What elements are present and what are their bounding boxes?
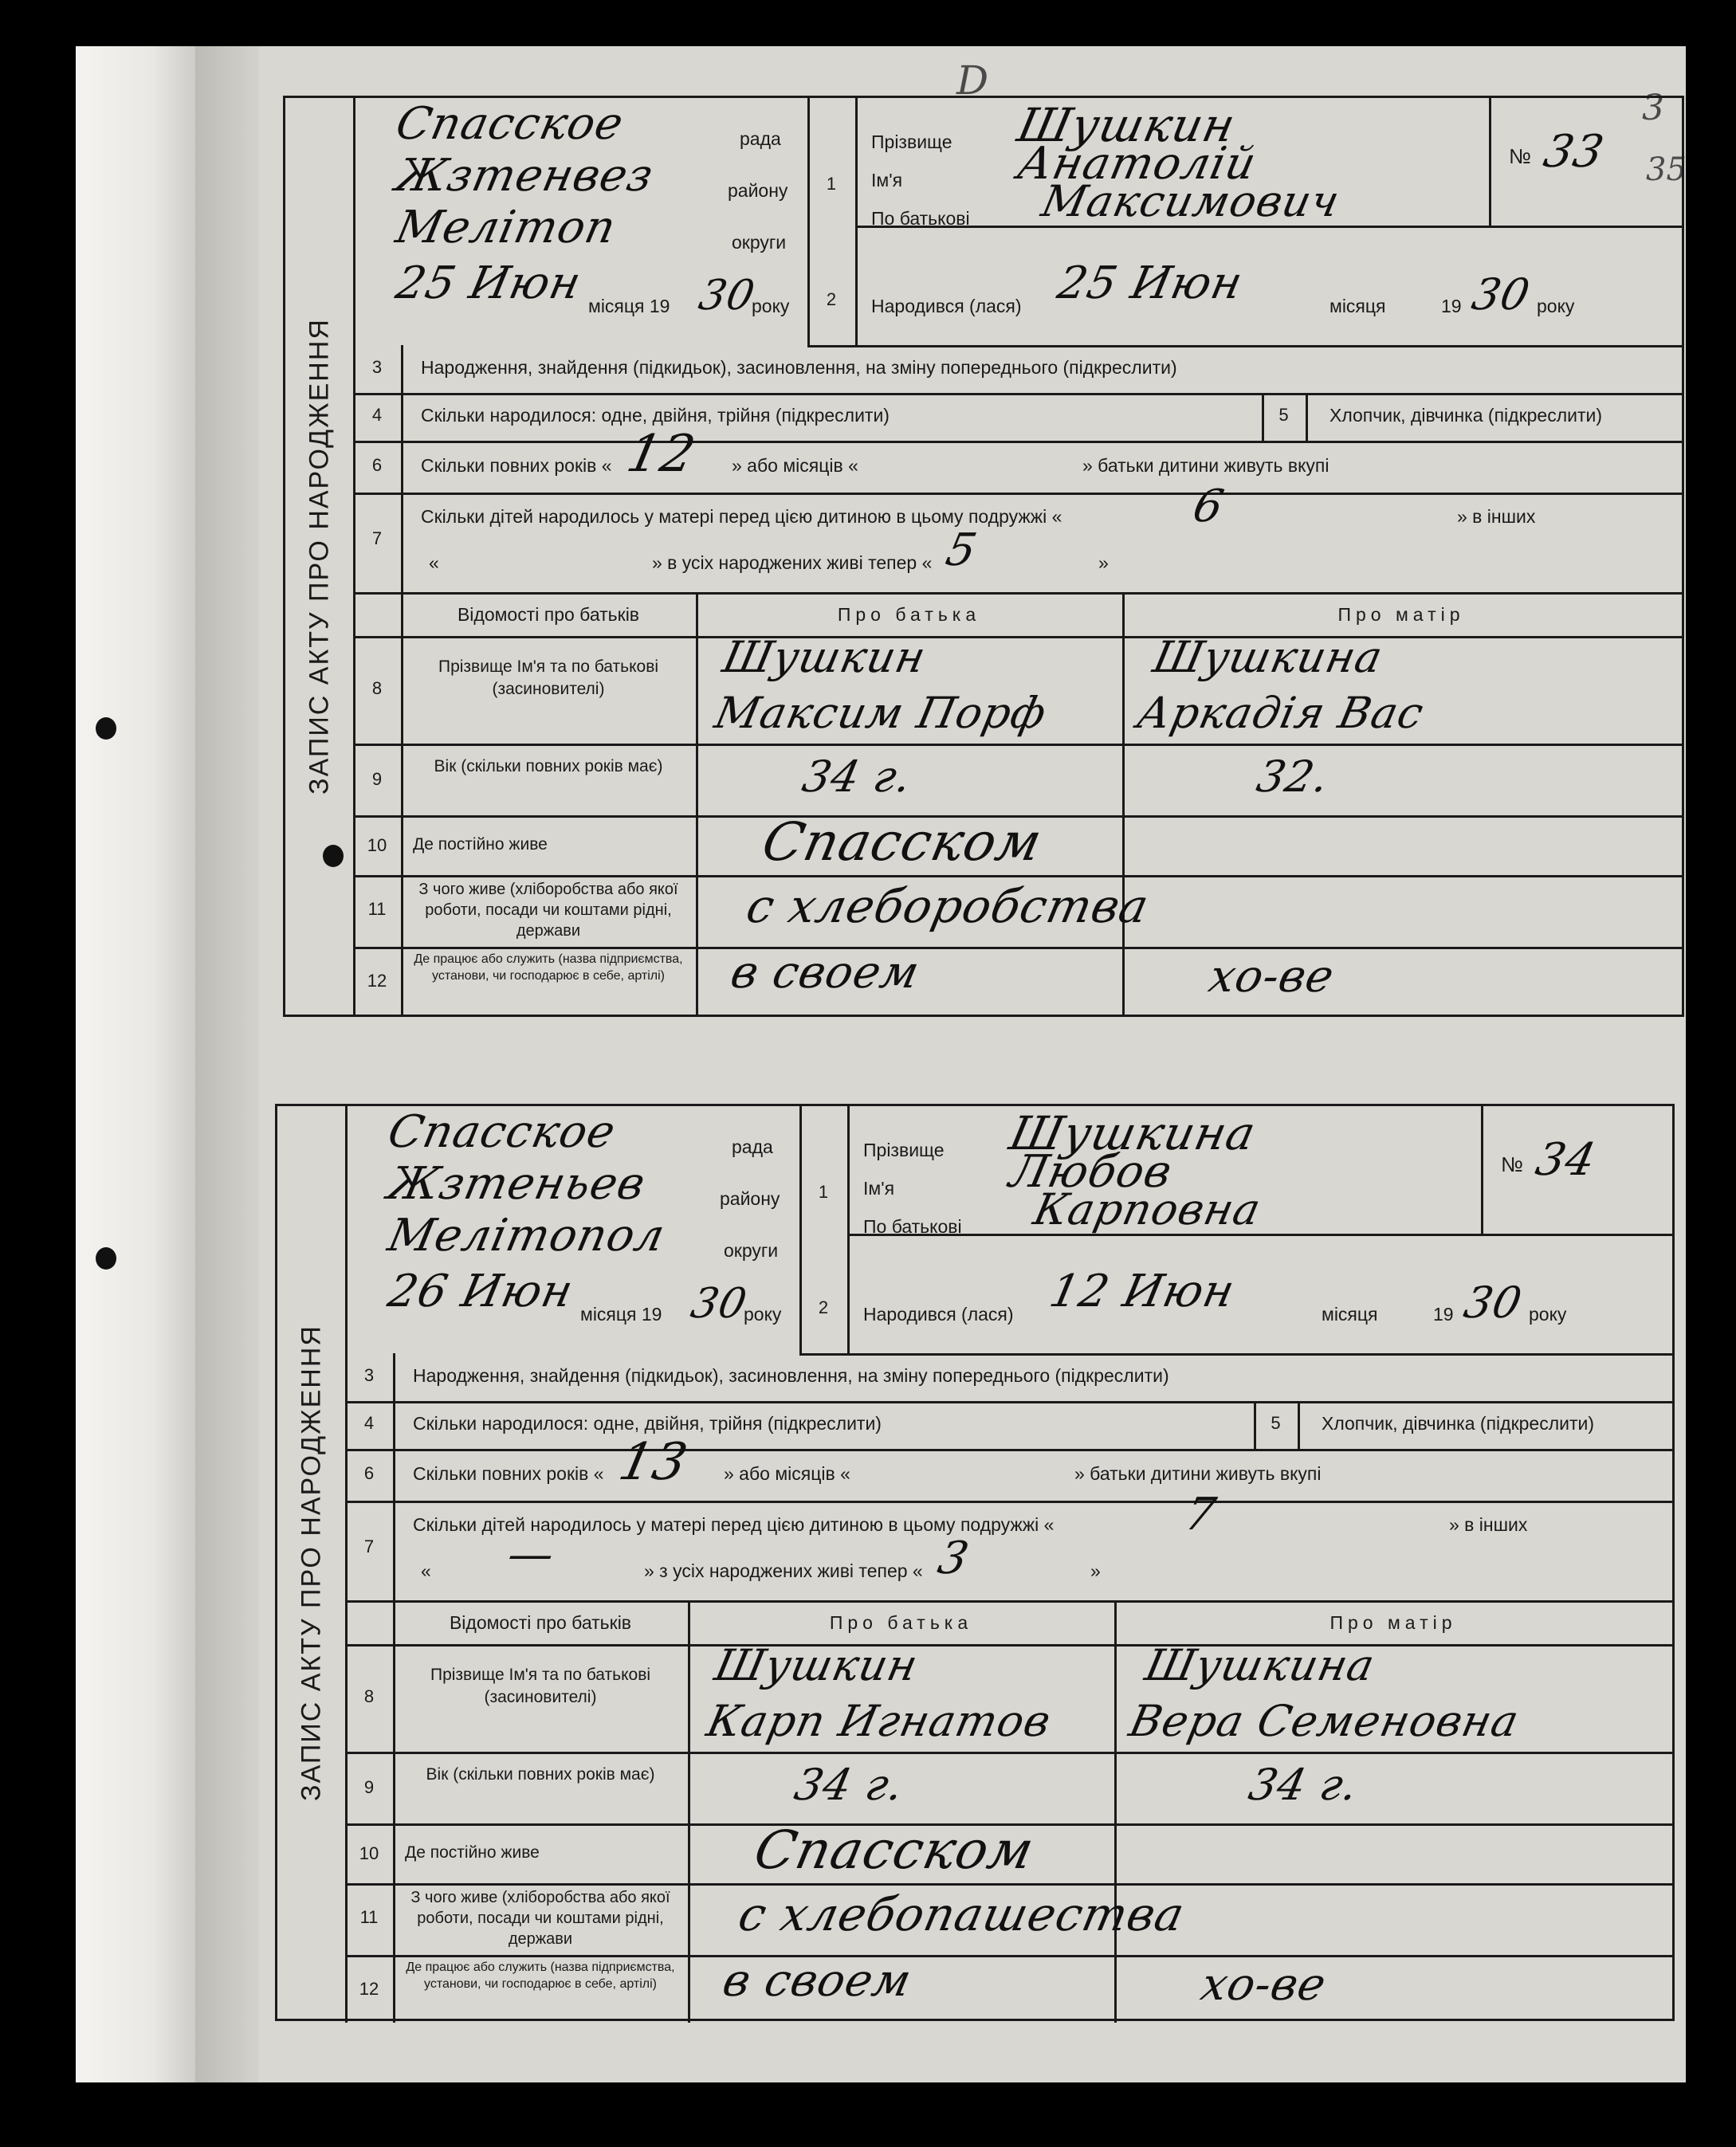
- table-rule: [353, 393, 1682, 395]
- quote-mark: «: [421, 1560, 431, 1581]
- table-rule: [1306, 393, 1308, 441]
- registration-month-label: місяця 19: [580, 1304, 662, 1325]
- table-rule: [807, 345, 1682, 347]
- table-rule: [696, 592, 698, 1015]
- row-number: 8: [363, 1686, 375, 1706]
- side-title-text: ЗАПИС АКТУ ПРО НАРОДЖЕННЯ: [304, 318, 334, 795]
- table-rule: [1481, 1106, 1483, 1234]
- occupation-label: З чого живе (хліборобства або якої роботи, посади чи коштами рідні, держави: [410, 1889, 670, 1948]
- patronymic-label: По батькові: [863, 1216, 962, 1237]
- row-number: 4: [363, 1413, 375, 1433]
- record-number: 33: [1539, 126, 1609, 178]
- registration-year: 30: [694, 272, 760, 320]
- row-number: 6: [363, 1463, 375, 1483]
- born-century: 19: [1441, 296, 1462, 316]
- months-label: » або місяців «: [724, 1463, 850, 1484]
- row-number: 7: [363, 1537, 375, 1556]
- mother-name: Вера Семеновна: [1125, 1696, 1524, 1746]
- children-alive-value: 3: [933, 1533, 974, 1584]
- father-header: Про батька: [829, 1612, 973, 1633]
- row-number: 9: [363, 1777, 375, 1797]
- years-together-value: 12: [622, 425, 701, 484]
- row-number: 1: [826, 174, 837, 194]
- row-number: 2: [818, 1297, 829, 1317]
- children-other-value: —: [503, 1529, 560, 1580]
- children-other-label: » в інших: [1457, 506, 1536, 527]
- binding-shadow: [195, 46, 259, 2082]
- parent-name-label: Прізвище Ім'я та по батькові (засиновителі): [430, 1666, 651, 1706]
- parents-header: Відомості про батьків: [457, 604, 640, 625]
- row-number: 12: [367, 971, 387, 991]
- rada-label: рада: [732, 1136, 773, 1157]
- months-label: » або місяців «: [732, 455, 858, 476]
- patronymic-label: По батькові: [871, 208, 970, 229]
- born-month-label: місяця: [1329, 296, 1386, 316]
- archive-number: 3: [1642, 88, 1664, 128]
- row-number: 3: [371, 357, 383, 377]
- row-number: 7: [371, 528, 383, 548]
- patronymic-value: Максимович: [1037, 176, 1345, 226]
- table-rule: [353, 441, 1682, 443]
- residence-value: Спасском: [756, 811, 1048, 873]
- row-number: 1: [818, 1182, 829, 1202]
- rada-value: Спасское: [391, 98, 629, 150]
- punch-hole: [96, 1247, 116, 1270]
- table-rule: [345, 1501, 1674, 1503]
- registration-year: 30: [686, 1280, 752, 1328]
- table-rule: [353, 592, 1682, 595]
- registration-year-label: року: [744, 1304, 782, 1325]
- row-number: 4: [371, 405, 383, 425]
- born-day: 25 Июн: [1053, 257, 1248, 309]
- row-number: 11: [359, 1907, 379, 1927]
- mother-surname: Шушкина: [1141, 1640, 1380, 1690]
- surname-label: Прізвище: [871, 131, 952, 152]
- registration-day: 26 Июн: [383, 1266, 579, 1317]
- surname-label: Прізвище: [863, 1140, 945, 1160]
- born-label: Народився (лася): [863, 1304, 1014, 1325]
- patronymic-value: Карповна: [1029, 1184, 1266, 1234]
- father-name: Карп Игнатов: [702, 1696, 1056, 1746]
- table-rule: [393, 1353, 395, 2023]
- row-number: 3: [363, 1365, 375, 1385]
- raion-value: Жзтенвез: [391, 150, 658, 202]
- parent-age-label: Вік (скільки повних років має): [434, 757, 663, 775]
- workplace-father: в своем: [726, 947, 925, 999]
- punch-hole: [96, 717, 116, 740]
- raion-label: району: [728, 180, 788, 201]
- table-rule: [401, 345, 403, 1015]
- father-surname: Шушкин: [710, 1640, 923, 1690]
- sex-line: Хлопчик, дівчинка (підкреслити): [1329, 405, 1603, 426]
- table-rule: [1489, 98, 1491, 226]
- table-rule: [345, 1401, 1674, 1403]
- workplace-mother: хо-ве: [1196, 1959, 1331, 2011]
- years-together-value: 13: [614, 1433, 693, 1492]
- table-rule: [855, 98, 858, 345]
- registration-year-label: року: [752, 296, 790, 316]
- table-rule: [345, 1955, 1674, 1957]
- name-value: Любов: [1005, 1146, 1177, 1198]
- children-before-label: Скільки дітей народилось у матері перед цією дитиною в цьому подружжі «: [421, 506, 1062, 527]
- registration-day: 25 Июн: [391, 257, 587, 309]
- table-rule: [345, 1883, 1674, 1886]
- birth-type-line: Народження, знайдення (підкидьок), засиновлення, на зміну попереднього (підкреслити): [413, 1365, 1169, 1386]
- children-alive-label: » з усіх народжених живі тепер «: [644, 1560, 923, 1581]
- born-year: 30: [1459, 1278, 1527, 1328]
- born-month-label: місяця: [1322, 1304, 1378, 1325]
- workplace-father: в своем: [718, 1955, 917, 2007]
- mother-name: Аркадія Вас: [1133, 688, 1429, 738]
- workplace-label: Де працює або служить (назва підприємства, установи, чи господарює в себе, артілі): [414, 952, 683, 983]
- okrug-label: округи: [724, 1240, 779, 1261]
- children-other-label: » в інших: [1449, 1514, 1528, 1535]
- table-rule: [345, 1600, 1674, 1603]
- side-title-text: ЗАПИС АКТУ ПРО НАРОДЖЕННЯ: [296, 1324, 326, 1801]
- live-together-label: » батьки дитини живуть вкупі: [1082, 455, 1329, 476]
- birth-record-33: [283, 96, 1684, 1017]
- row-number: 5: [1278, 405, 1289, 425]
- table-rule: [1489, 226, 1682, 228]
- children-alive-value: 5: [941, 524, 982, 576]
- parent-age-label: Вік (скільки повних років має): [426, 1765, 655, 1784]
- mother-age: 34 г.: [1244, 1760, 1364, 1810]
- occupation-value: с хлебопашества: [733, 1887, 1190, 1941]
- father-name: Максим Порф: [710, 688, 1051, 738]
- parents-header: Відомості про батьків: [449, 1612, 632, 1633]
- birth-record-34: [275, 1104, 1675, 2021]
- years-together-label: Скільки повних років «: [413, 1463, 604, 1484]
- sex-line: Хлопчик, дівчинка (підкреслити): [1322, 1413, 1595, 1434]
- father-age: 34 г.: [790, 1760, 909, 1810]
- born-year: 30: [1467, 269, 1535, 320]
- mother-header: Про матір: [1337, 604, 1465, 625]
- workplace-mother: хо-ве: [1204, 951, 1339, 1003]
- table-rule: [1122, 592, 1125, 1015]
- side-title: [285, 98, 355, 1015]
- residence-value: Спасском: [748, 1819, 1040, 1881]
- table-rule: [1114, 1600, 1117, 2023]
- row-number: 8: [371, 678, 383, 698]
- registration-month-label: місяця 19: [588, 296, 670, 316]
- row-number: 11: [367, 899, 387, 919]
- children-before-value: 7: [1180, 1489, 1221, 1541]
- record-number: 34: [1531, 1134, 1601, 1186]
- quote-mark: »: [1090, 1560, 1101, 1581]
- mother-surname: Шушкина: [1149, 632, 1388, 682]
- name-label: Ім'я: [871, 170, 903, 190]
- row-number: 9: [371, 769, 383, 789]
- table-rule: [353, 744, 1682, 746]
- row-number: 2: [826, 289, 837, 309]
- born-century: 19: [1433, 1304, 1454, 1325]
- table-rule: [345, 1449, 1674, 1451]
- born-label: Народився (лася): [871, 296, 1022, 316]
- quote-mark: »: [1098, 552, 1109, 573]
- children-before-label: Скільки дітей народилось у матері перед цією дитиною в цьому подружжі «: [413, 1514, 1055, 1535]
- table-rule: [345, 1752, 1674, 1754]
- name-value: Анатолій: [1013, 138, 1262, 190]
- children-before-value: 6: [1188, 481, 1229, 532]
- birth-count-line: Скільки народилося: одне, двійня, трійня (підкреслити): [421, 405, 890, 426]
- okrug-value: Мелітопол: [383, 1210, 670, 1262]
- table-rule: [847, 1106, 850, 1353]
- table-rule: [688, 1600, 690, 2023]
- row-number: 10: [359, 1843, 379, 1863]
- born-year-label: року: [1529, 1304, 1567, 1325]
- name-label: Ім'я: [863, 1178, 895, 1199]
- surname-value: Шушкин: [1012, 98, 1241, 152]
- rada-value: Спасское: [383, 1106, 621, 1158]
- mother-header: Про матір: [1329, 1612, 1457, 1633]
- number-label: №: [1509, 144, 1531, 168]
- raion-label: району: [720, 1188, 780, 1209]
- table-rule: [353, 493, 1682, 495]
- mother-age: 32.: [1252, 752, 1334, 802]
- table-rule: [345, 1644, 1674, 1647]
- pencil-mark: D: [956, 57, 989, 104]
- table-rule: [1481, 1234, 1674, 1236]
- father-surname: Шушкин: [718, 632, 931, 682]
- table-rule: [353, 875, 1682, 877]
- parent-name-label: Прізвище Ім'я та по батькові (засиновителі): [438, 657, 659, 698]
- occupation-label: З чого живе (хліборобства або якої роботи, посади чи коштами рідні, держави: [418, 881, 678, 940]
- workplace-label: Де працює або служить (назва підприємства, установи, чи господарює в себе, артілі): [406, 1961, 675, 1991]
- rada-label: рада: [740, 128, 781, 149]
- table-rule: [799, 1353, 1674, 1356]
- surname-value: Шушкина: [1004, 1106, 1261, 1160]
- father-header: Про батька: [837, 604, 981, 625]
- table-rule: [353, 636, 1682, 638]
- row-number: 12: [359, 1979, 379, 1999]
- born-day: 12 Июн: [1045, 1266, 1240, 1317]
- father-age: 34 г.: [798, 752, 917, 802]
- binding-strip: [76, 46, 203, 2082]
- archive-page: 35: [1646, 151, 1687, 188]
- okrug-value: Мелітоп: [391, 202, 621, 253]
- born-year-label: року: [1537, 296, 1575, 316]
- children-alive-label: » в усіх народжених живі тепер «: [652, 552, 933, 573]
- row-number: 10: [367, 835, 387, 855]
- live-together-label: » батьки дитини живуть вкупі: [1074, 1463, 1322, 1484]
- birth-count-line: Скільки народилося: одне, двійня, трійня (підкреслити): [413, 1413, 882, 1434]
- table-rule: [353, 947, 1682, 949]
- residence-label: Де постійно живе: [413, 835, 548, 854]
- table-rule: [1298, 1401, 1300, 1449]
- row-number: 5: [1271, 1413, 1281, 1433]
- row-number: 6: [371, 455, 383, 475]
- side-title: [277, 1106, 348, 2019]
- birth-type-line: Народження, знайдення (підкидьок), засиновлення, на зміну попереднього (підкреслити): [421, 357, 1177, 378]
- okrug-label: округи: [732, 232, 787, 253]
- raion-value: Жзтеньев: [383, 1158, 650, 1210]
- quote-mark: «: [429, 552, 439, 573]
- residence-label: Де постійно живе: [405, 1843, 540, 1862]
- occupation-value: с хлеборобства: [741, 879, 1154, 933]
- number-label: №: [1501, 1152, 1523, 1176]
- years-together-label: Скільки повних років «: [421, 455, 612, 476]
